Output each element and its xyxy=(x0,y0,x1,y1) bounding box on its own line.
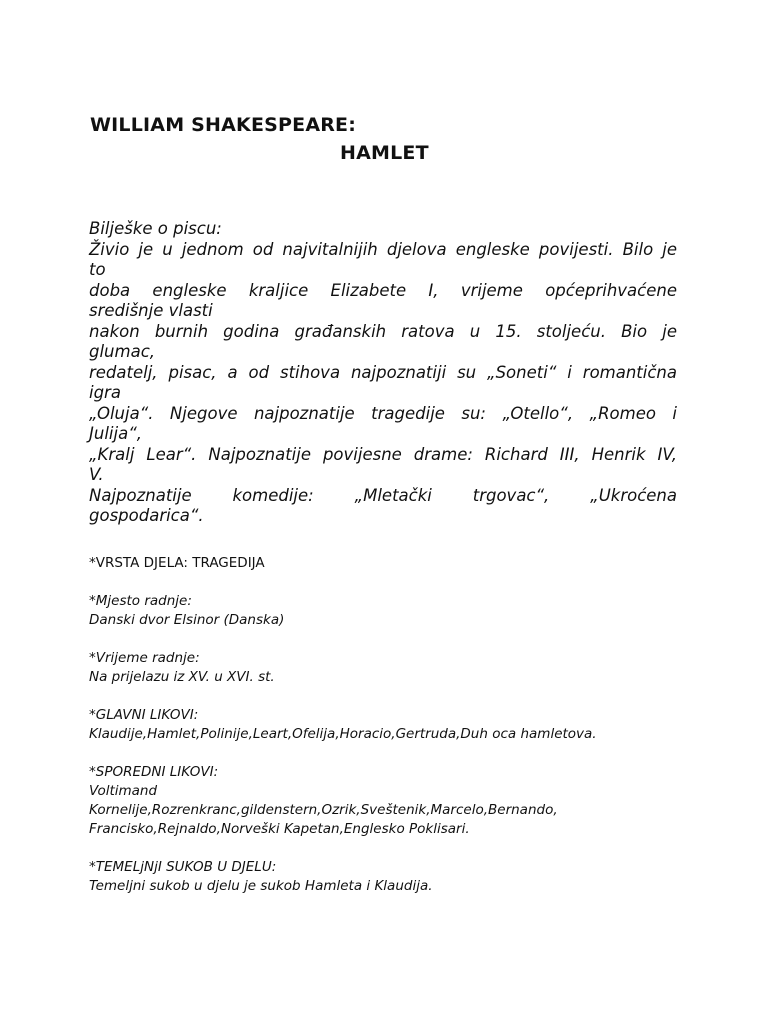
bio-line-continuation: Julija“, xyxy=(89,424,142,443)
side-characters-section xyxy=(89,763,709,839)
bio-line-continuation: glumac, xyxy=(89,342,156,361)
bio-line-continuation: V. xyxy=(89,465,104,484)
time-section xyxy=(89,649,709,687)
side-characters-line: Kornelije,Rozrenkranc,gildenstern,Ozrik,Sveštenik,Marcelo,Bernando, xyxy=(89,802,558,818)
bio-line-continuation: gospodarica“. xyxy=(89,506,204,525)
side-characters-label: *SPOREDNI LIKOVI: xyxy=(89,764,219,780)
place-value: Danski dvor Elsinor (Danska) xyxy=(89,612,285,628)
title-block xyxy=(90,113,690,165)
work-facts xyxy=(89,554,709,915)
conflict-value: Temeljni sukob u djelu je sukob Hamleta i Klaudija. xyxy=(89,878,433,894)
bio-line: redatelj, pisac, a od stihova najpoznatiji su „Soneti“ i romantična xyxy=(89,362,677,382)
place-section xyxy=(89,592,709,630)
bio-line: „Oluja“. Njegove najpoznatije tragedije su: „Otello“, „Romeo i xyxy=(89,403,677,423)
main-characters-section xyxy=(89,706,709,744)
side-characters-line: Francisko,Rejnaldo,Norveški Kapetan,Englesko Poklisari. xyxy=(89,821,470,837)
work-title: HAMLET xyxy=(340,142,429,164)
genre-section xyxy=(89,554,709,573)
bio-line-continuation: igra xyxy=(89,383,121,402)
bio-line: Živio je u jednom od najvitalnijih djelova engleske povijesti. Bilo je xyxy=(89,239,677,259)
author-notes-heading: Bilješke o piscu: xyxy=(89,219,222,238)
author-title: WILLIAM SHAKESPEARE: xyxy=(90,114,357,136)
author-notes xyxy=(89,219,677,527)
conflict-section xyxy=(89,858,709,896)
bio-line-continuation: to xyxy=(89,260,106,279)
main-characters-label: *GLAVNI LIKOVI: xyxy=(89,707,199,723)
bio-line-continuation: središnje vlasti xyxy=(89,301,213,320)
time-value: Na prijelazu iz XV. u XVI. st. xyxy=(89,669,275,685)
bio-line: Najpoznatije komedije: „Mletački trgovac“, „Ukroćena xyxy=(89,485,677,505)
genre-line: *VRSTA DJELA: TRAGEDIJA xyxy=(89,555,265,571)
side-characters-line: Voltimand xyxy=(89,783,158,799)
bio-line: doba engleske kraljice Elizabete I, vrijeme općeprihvaćene xyxy=(89,280,677,300)
place-label: *Mjesto radnje: xyxy=(89,593,192,609)
bio-line: „Kralj Lear“. Najpoznatije povijesne drame: Richard III, Henrik IV, xyxy=(89,444,677,464)
time-label: *Vrijeme radnje: xyxy=(89,650,200,666)
bio-line: nakon burnih godina građanskih ratova u 15. stoljeću. Bio je xyxy=(89,321,677,341)
main-characters-value: Klaudije,Hamlet,Polinije,Leart,Ofelija,Horacio,Gertruda,Duh oca hamletova. xyxy=(89,726,597,742)
conflict-label: *TEMELjNjI SUKOB U DJELU: xyxy=(89,859,277,875)
